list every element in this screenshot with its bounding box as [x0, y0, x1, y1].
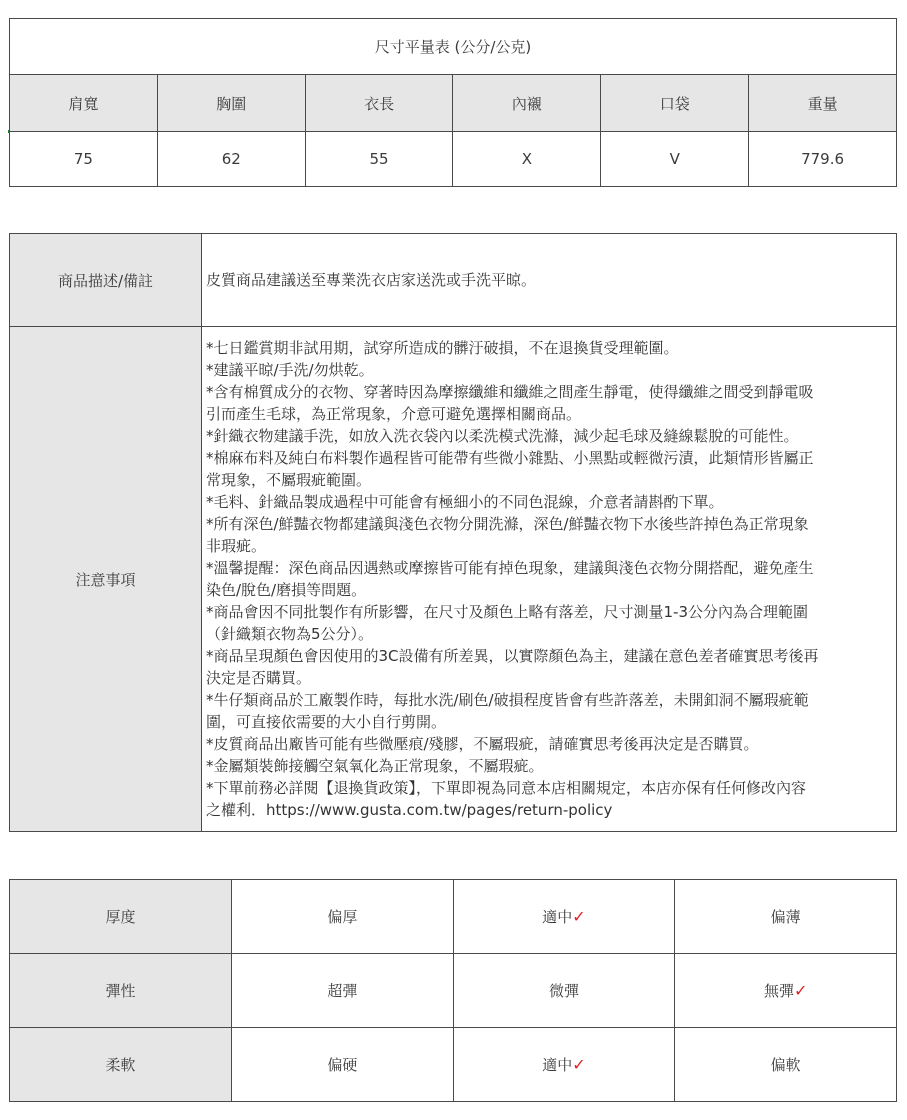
notes-label: 注意事項: [10, 327, 202, 832]
feel-option-text: 微彈: [548, 982, 579, 1000]
note-line: 引而產生毛球，為正常現象，介意可避免選擇相關商品。: [206, 405, 582, 423]
note-line: *七日鑑賞期非試用期，試穿所造成的髒汙破損，不在退換貨受理範圍。: [206, 339, 679, 357]
notes-content: [202, 327, 897, 832]
description-text: 皮質商品建議送至專業洗衣店家送洗或手洗平晾。: [202, 234, 897, 327]
check-mark-icon: ✓: [572, 1055, 586, 1074]
note-line: *毛料、針織品製成過程中可能會有極細小的不同色混線，介意者請斟酌下單。: [206, 493, 724, 511]
header-length: 衣長: [305, 75, 453, 132]
feel-option: [453, 880, 675, 954]
notes-row: [10, 327, 897, 832]
note-line: *牛仔類商品於工廠製作時，每批水洗/刷色/破損程度皆會有些許落差，未開釦洞不屬瑕疵範: [206, 691, 809, 709]
feel-option-text: 適中: [542, 908, 573, 926]
feel-option: [675, 1028, 897, 1102]
feel-option: [232, 1028, 454, 1102]
value-lining: X: [453, 132, 601, 187]
value-chest: 62: [157, 132, 305, 187]
note-line: *建議平晾/手洗/勿烘乾。: [206, 361, 374, 379]
feel-row-softness: [10, 1028, 897, 1102]
header-lining: 內襯: [453, 75, 601, 132]
value-shoulder: 75: [10, 132, 158, 187]
check-mark-icon: ✓: [793, 981, 808, 1000]
note-line: *所有深色/鮮豔衣物都建議與淺色衣物分開洗滌，深色/鮮豔衣物下水後些許掉色為正常現象: [206, 515, 809, 533]
size-table-value-row: [10, 132, 897, 187]
note-line: *下單前務必詳閱【退換貨政策】，下單即視為同意本店相關規定，本店亦保有任何修改內容: [206, 779, 807, 797]
value-pocket: V: [601, 132, 749, 187]
feel-row-thickness: [10, 880, 897, 954]
feel-option: [232, 954, 454, 1028]
feel-option-text: 適中: [542, 1056, 573, 1074]
note-line: *皮質商品出廠皆可能有些微壓痕/殘膠，不屬瑕疵，請確實思考後再決定是否購買。: [206, 735, 759, 753]
feel-option-text: 偏厚: [327, 908, 358, 926]
feel-row-elasticity: [10, 954, 897, 1028]
header-weight: 重量: [749, 75, 897, 132]
feel-label-thickness: 厚度: [10, 880, 232, 954]
size-table-header-row: [10, 75, 897, 132]
return-policy-line: 之權利．https://www.gusta.com.tw/pages/return-policy: [206, 801, 613, 819]
feel-label-elasticity: 彈性: [10, 954, 232, 1028]
feel-option: [675, 880, 897, 954]
note-line: *商品呈現顏色會因使用的3C設備有所差異，以實際顏色為主，建議在意色差者確實思考後再: [206, 647, 819, 665]
value-weight: 779.6: [749, 132, 897, 187]
notes-table: [9, 233, 897, 832]
note-line: 染色/脫色/磨損等問題。: [206, 581, 367, 599]
feel-option-text: 偏軟: [770, 1056, 801, 1074]
value-length: 55: [305, 132, 453, 187]
feel-option-text: 偏硬: [327, 1056, 358, 1074]
header-chest: 胸圍: [157, 75, 305, 132]
note-line: *針織衣物建議手洗，如放入洗衣袋內以柔洗模式洗滌，減少起毛球及縫線鬆脫的可能性。: [206, 427, 799, 445]
feel-option-text: 偏薄: [770, 908, 801, 926]
feel-option: [453, 1028, 675, 1102]
note-line: 常現象，不屬瑕疵範圍。: [206, 471, 372, 489]
feel-option: [232, 880, 454, 954]
note-line: *溫馨提醒：深色商品因遇熱或摩擦皆可能有掉色現象，建議與淺色衣物分開搭配，避免產生: [206, 559, 814, 577]
size-table-title-row: [10, 19, 897, 75]
note-line: 決定是否購買。: [206, 669, 312, 687]
header-shoulder: 肩寬: [10, 75, 158, 132]
feel-option: [675, 954, 897, 1028]
header-pocket: 口袋: [601, 75, 749, 132]
size-table-title: 尺寸平量表 (公分/公克): [10, 19, 897, 75]
feel-option-text: 超彈: [327, 982, 358, 1000]
note-line: *商品會因不同批製作有所影響，在尺寸及顏色上略有落差，尺寸測量1-3公分內為合理範圍: [206, 603, 809, 621]
feel-label-softness: 柔軟: [10, 1028, 232, 1102]
feel-option-text: 無彈: [763, 982, 794, 1000]
note-line: 非瑕疵。: [206, 537, 267, 555]
feel-option: [453, 954, 675, 1028]
description-row: [10, 234, 897, 327]
feel-table: [9, 879, 897, 1102]
description-label: 商品描述/備註: [10, 234, 202, 327]
check-mark-icon: ✓: [572, 907, 586, 926]
size-table: [9, 18, 897, 187]
note-line: *金屬類裝飾接觸空氣氧化為正常現象，不屬瑕疵。: [206, 757, 544, 775]
note-line: *棉麻布料及純白布料製作過程皆可能帶有些微小雜點、小黑點或輕微污漬，此類情形皆屬正: [206, 449, 814, 467]
note-line: （針織類衣物為5公分）。: [206, 625, 374, 643]
note-line: *含有棉質成分的衣物、穿著時因為摩擦纖維和纖維之間產生靜電，使得纖維之間受到靜電吸: [206, 383, 814, 401]
note-line: 圍，可直接依需要的大小自行剪開。: [206, 713, 447, 731]
